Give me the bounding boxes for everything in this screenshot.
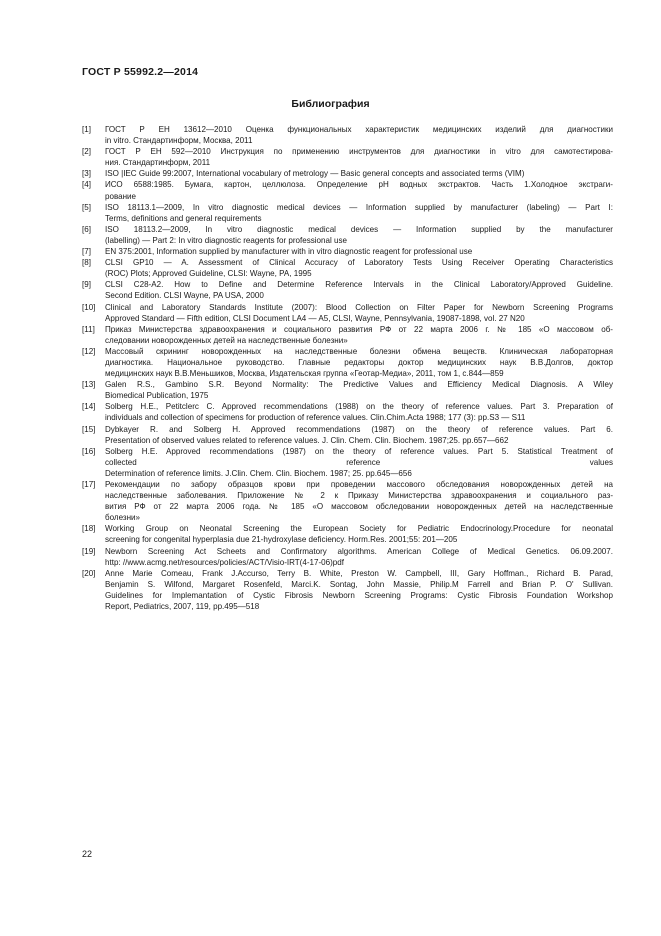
reference-text <box>105 379 613 401</box>
reference-number: [12] <box>82 346 96 356</box>
reference-line: ИСО 6588:1985. Бумага, картон, целлюлоза. Определение рН водных экстрактов. Часть 1.Холодное экстраги- <box>105 180 613 190</box>
reference-number: [10] <box>82 302 96 312</box>
reference-number: [14] <box>82 402 96 412</box>
document-code-header: ГОСТ Р 55992.2—2014 <box>82 66 199 78</box>
reference-text <box>105 446 613 479</box>
reference-number: [20] <box>82 568 96 578</box>
reference-text <box>105 202 613 224</box>
reference-line: медицинских наук В.В.Меньшиков, Москва, Издательская группа «Геотар-Медиа», 2011, том 1, с.844—859 <box>105 369 504 379</box>
reference-line: Presentation of observed values related to reference values. J. Clin. Chem. Clin. Biochem. 1987;25. pp.657—662 <box>105 435 509 445</box>
reference-line: CLSI GP10 — A. Assessment of Clinical Accuracy of Laboratory Tests Using Receiver Operating Characteristics <box>105 258 613 268</box>
reference-line: Determination of reference limits. J.Clin. Chem. Clin. Biochem. 1987; 25. pp.645—656 <box>105 468 412 478</box>
reference-text <box>105 546 613 568</box>
reference-item <box>82 168 613 179</box>
reference-line: вития РФ от 22 марта 2006 года. № 185 «О массовом обследовании новорожденных детей на наследственные <box>105 502 613 512</box>
reference-line: Terms, definitions and general requirements <box>105 213 262 223</box>
reference-line: Приказ Министерства здравоохранения и социального развития РФ от 22 марта 2006 г. № 185 «О массовом об- <box>105 324 613 334</box>
reference-line: следовании новорожденных детей на наследственные болезни» <box>105 335 348 345</box>
reference-line: Galen R.S., Gambino S.R. Beyond Normality: The Predictive Values and Efficiency Medical Diagnosis. A Wiley <box>105 380 613 390</box>
reference-number: [18] <box>82 524 96 534</box>
reference-item <box>82 257 613 279</box>
reference-item <box>82 324 613 346</box>
reference-text <box>105 401 613 423</box>
reference-item <box>82 146 613 168</box>
reference-line: ГОСТ Р ЕН 592—2010 Инструкция по применению инструментов для диагностики in vitro для самотестирова- <box>105 147 613 157</box>
reference-item <box>82 246 613 257</box>
reference-line: EN 375:2001, Information supplied by manufacturer with in vitro diagnostic reagent for professional use <box>105 247 473 257</box>
reference-line: http: //www.acmg.net/resources/policies/ACT/Visio-IRT(4-17-06)pdf <box>105 557 344 567</box>
reference-number: [9] <box>82 280 91 290</box>
reference-line: Report, Pediatrics, 2007, 119, pp.495—518 <box>105 602 260 612</box>
reference-line: диагностика. Национальное руководство. Главные редакторы доктор медицинских наук В.В.Долгов, доктор <box>105 357 613 367</box>
reference-line: Second Edition. CLSI Wayne, PA USA, 2000 <box>105 291 264 301</box>
reference-item <box>82 202 613 224</box>
reference-line: ISO |IEC Guide 99:2007, International vocabulary of metrology — Basic general concepts and associated terms (VIM) <box>105 169 525 179</box>
reference-text <box>105 168 613 179</box>
reference-item <box>82 479 613 523</box>
reference-item <box>82 302 613 324</box>
reference-number: [2] <box>82 147 91 157</box>
reference-text <box>105 346 613 379</box>
reference-number: [19] <box>82 546 96 556</box>
reference-line: Clinical and Laboratory Standards Institute (2007): Blood Collection on Filter Paper for Newborn Screening Programs <box>105 302 613 312</box>
reference-number: [15] <box>82 424 96 434</box>
reference-line: screening for congenital hyperplasia due 21-hydroxylase deficiency. Horm.Res. 2001;55: 201—205 <box>105 535 458 545</box>
reference-item <box>82 424 613 446</box>
reference-text <box>105 324 613 346</box>
reference-line: Approved Standard — Fifth edition, CLSI Document LA4 — A5, CLSI, Wayne, Pennsylvania, 19087-1898, vol. 27 N20 <box>105 313 525 323</box>
reference-text <box>105 124 613 146</box>
reference-line: ISO 18113.1—2009, In vitro diagnostic medical devices — Information supplied by manufacturer (labeling) — Part I: <box>105 202 613 212</box>
reference-item <box>82 446 613 479</box>
reference-number: [1] <box>82 125 91 134</box>
reference-line: individuals and collection of specimens for production of reference values. Clin.Chim.Acta 1988; 177 (3): pp.S3 — S11 <box>105 413 526 423</box>
reference-text <box>105 302 613 324</box>
reference-line: Newborn Screening Act Scheets and Confirmatory algorithms. American College of Medical Genetics. 06.09.2007. <box>105 546 613 556</box>
reference-number: [3] <box>82 169 91 179</box>
reference-text <box>105 424 613 446</box>
reference-number: [16] <box>82 446 96 456</box>
reference-line: collected reference values <box>105 457 613 467</box>
reference-line: Solberg H.E., Petitclerc C. Approved recommendations (1988) on the theory of reference values. Part 3. Preparation of <box>105 402 613 412</box>
reference-number: [7] <box>82 247 91 257</box>
reference-text <box>105 568 613 612</box>
reference-line: CLSI C28-A2. How to Define and Determine Reference Intervals in the Clinical Laboratory/Approved Guideline. <box>105 280 613 290</box>
reference-item <box>82 568 613 612</box>
reference-item <box>82 401 613 423</box>
bibliography-title: Библиография <box>291 98 370 110</box>
reference-number: [11] <box>82 324 95 334</box>
reference-text <box>105 246 613 257</box>
reference-item <box>82 124 613 146</box>
reference-item <box>82 224 613 246</box>
reference-text <box>105 479 613 523</box>
reference-line: Guidelines for Implemantation of Cystic Fibrosis Newborn Screening Programs: Cystic Fibrosis Foundation Workshop <box>105 590 613 600</box>
reference-text <box>105 279 613 301</box>
reference-item <box>82 523 613 545</box>
reference-item <box>82 379 613 401</box>
reference-line: in vitro. Стандартинформ, Москва, 2011 <box>105 136 253 146</box>
reference-line: Benjamin S. Wilfond, Margaret Rosenfeld, Marci.K. Sontag, John Massie, Philip.M Farrell and Brian P. O' Sullivan. <box>105 579 613 589</box>
reference-line: наследственные заболевания. Приложение № 2 к Приказу Министерства здравоохранения и социального раз- <box>105 491 613 501</box>
reference-number: [13] <box>82 380 96 390</box>
reference-item <box>82 179 613 201</box>
reference-line: болезни» <box>105 513 141 523</box>
reference-text <box>105 257 613 279</box>
reference-line: Массовый скрининг новорожденных на наследственные болезни обмена веществ. Клиническая лабораторная <box>105 346 613 356</box>
reference-line: Solberg H.E. Approved recommendations (1987) on the theory of reference values. Part 5. Statistical Treatment of <box>105 446 613 456</box>
reference-number: [5] <box>82 202 91 212</box>
reference-number: [6] <box>82 224 91 234</box>
reference-number: [17] <box>82 480 96 489</box>
reference-number: [8] <box>82 258 91 268</box>
reference-line: рование <box>105 191 137 201</box>
reference-item <box>82 546 613 568</box>
reference-line: Рекомендации по забору образцов крови при проведении массового обследования новорожденных детей на <box>105 480 613 489</box>
reference-line: Working Group on Neonatal Screening the European Society for Pediatric Endocrinology.Procedure for neonatal <box>105 524 613 534</box>
reference-line: (ROC) Plots; Approved Guideline, CLSI: Wayne, PA, 1995 <box>105 269 312 279</box>
reference-line: ГОСТ Р ЕН 13612—2010 Оценка функциональных характеристик медицинских изделий для диагностики <box>105 125 613 134</box>
reference-line: ISO 18113.2—2009, In vitro diagnostic medical devices — Information supplied by the manufacturer <box>105 224 613 234</box>
reference-item <box>82 279 613 301</box>
reference-line: Dybkayer R. and Solberg H. Approved recommendations (1987) on the theory of reference values. Part 6. <box>105 424 613 434</box>
reference-text <box>105 523 613 545</box>
reference-line: ния. Стандартинформ, 2011 <box>105 158 211 168</box>
reference-number: [4] <box>82 180 91 190</box>
reference-line: Anne Marie Comeau, Frank J.Accurso, Terry B. White, Preston W. Campbell, III, Gary Hoffman., Richard B. Parad, <box>105 568 613 578</box>
reference-line: Biomedical Publication, 1975 <box>105 391 209 401</box>
reference-list <box>82 124 613 612</box>
reference-text <box>105 179 613 201</box>
reference-item <box>82 346 613 379</box>
reference-text <box>105 146 613 168</box>
reference-line: (labelling) — Part 2: In vitro diagnostic reagents for professional use <box>105 235 347 245</box>
page-number: 22 <box>82 849 93 859</box>
reference-text <box>105 224 613 246</box>
